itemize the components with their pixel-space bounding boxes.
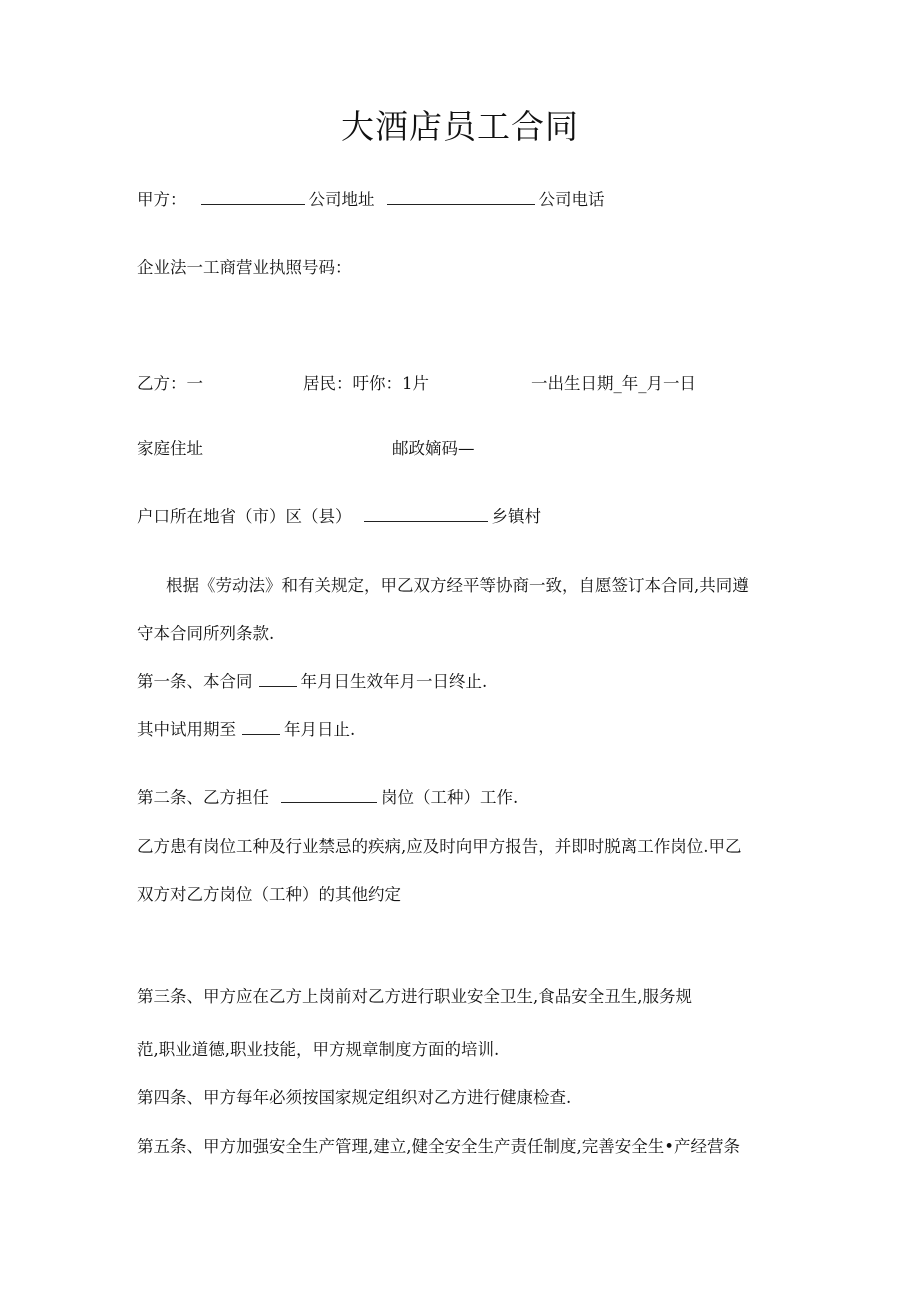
article-2-blank <box>281 787 377 803</box>
article-3-line-2: 范,职业道德,职业技能，甲方规章制度方面的培训. <box>137 1040 500 1059</box>
trial-blank <box>242 719 280 735</box>
article-2 <box>137 786 518 810</box>
hukou-blank <box>364 506 488 522</box>
article-5: 第五条、甲方加强安全生产管理,建立,健全安全生产责任制度,完善安全生•产经营条 <box>137 1137 740 1156</box>
preamble-line-2: 守本合同所列条款. <box>137 624 275 643</box>
hukou-prefix: 户口所在地省（市）区（县） <box>137 507 352 526</box>
article-2-line-2: 乙方患有岗位工种及行业禁忌的疾病,应及时向甲方报告，并即时脱离工作岗位.甲乙 <box>137 837 742 856</box>
article-2-suffix: 岗位（工种）工作. <box>381 788 519 807</box>
page-title: 大酒店员工合同 <box>341 107 579 146</box>
party-a-label: 甲方： <box>137 190 187 209</box>
legal-rep-line: 企业法一工商营业执照号码： <box>137 258 352 277</box>
company-address-label: 公司地址 <box>308 190 375 209</box>
article-1 <box>137 670 487 694</box>
article-4: 第四条、甲方每年必须按国家规定组织对乙方进行健康检查. <box>137 1088 572 1107</box>
article-1-blank <box>259 671 297 687</box>
article-2-prefix: 第二条、乙方担任 <box>137 788 269 807</box>
article-1-prefix: 第一条、本合同 <box>137 672 253 691</box>
postal-code-label: 邮政嫡码— <box>392 439 475 458</box>
company-phone-label: 公司电话 <box>538 190 605 209</box>
hukou-line <box>137 505 541 529</box>
party-a-line <box>137 188 605 212</box>
party-a-name-blank <box>201 189 305 205</box>
trial-suffix: 年月日止. <box>284 720 356 739</box>
home-address-label: 家庭住址 <box>137 439 203 458</box>
company-address-blank <box>387 189 535 205</box>
article-2-line-3: 双方对乙方岗位（工种）的其他约定 <box>137 885 401 904</box>
trial-period <box>137 718 355 742</box>
preamble-line-1: 根据《劳动法》和有关规定，甲乙双方经平等协商一致，自愿签订本合同,共同遵 <box>166 576 749 595</box>
article-3-line-1: 第三条、甲方应在乙方上岗前对乙方进行职业安全卫生,食品安全丑生,服务规 <box>137 987 692 1006</box>
party-b-birth: 一出生日期_年_月一日 <box>531 374 696 393</box>
party-b-resident: 居民：吁你：1片 <box>303 374 429 393</box>
article-1-suffix: 年月日生效年月一日终止. <box>300 672 488 691</box>
party-b-label: 乙方：一 <box>137 374 203 393</box>
hukou-suffix: 乡镇村 <box>491 507 541 526</box>
trial-prefix: 其中试用期至 <box>137 720 236 739</box>
